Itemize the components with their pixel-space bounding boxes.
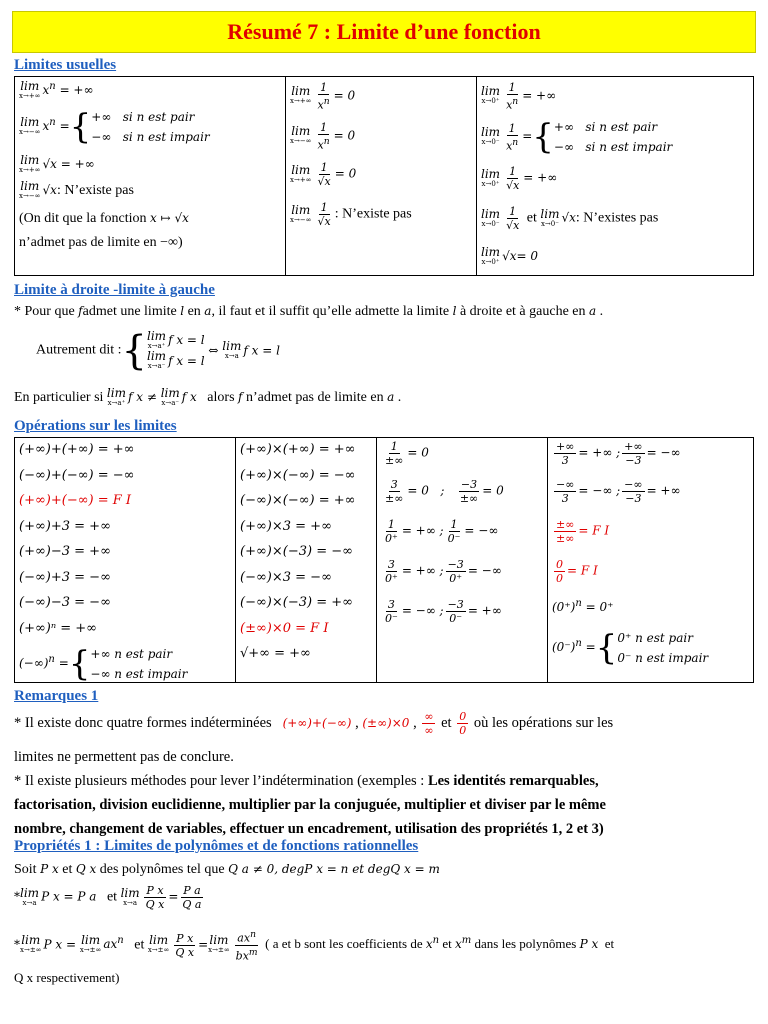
usual-note-1: (On dit que la fonction [19,211,147,226]
ops-col-3: $\frac{1}{\pm\infty}$ = 0 $\frac{3}{\pm\infty}$ = 0 ; $\frac{-3}{\pm\infty}$ = 0 $\frac{1}{0^+}$ = +∞ ; $\frac{1}{0^-}$ = −∞ $\frac{3}{0^+}$ = +∞ ; $\frac{-3}{0^+}$ = −∞ $\frac{3}{0^-}$ = −∞ ; $\frac{-3}{0^-}$ = +∞ [377,438,548,683]
ops-col-2 [236,438,377,683]
dg-particulier: En particulier si lim x→a⁺ f x ≠ lim x→a⁻ f x alors f n’admet pas de limite en a . [14,386,402,407]
usual-c2-r2: = 0 [333,128,356,143]
prop-soit: Soit P x et Q x des polynômes tel que Q a ≠ 0, degP x = n et degQ x = m [14,862,440,877]
prop-formula-1: *lim x→a P x = P a et lim x→a $\frac{\text{P x}}{\text{Q x}}$ = $\frac{\text{P a}}{\text{Q a}}$ [14,884,202,911]
section-limites-usuelles: Limites usuelles [14,57,117,73]
usual-c2-r1: = 0 [333,88,356,103]
remarques-paragraph-1b: limites ne permettent pas de conclure. [14,749,234,765]
usual-c3-r3: = +∞ [523,170,558,185]
prop-respectivement: Q x respectivement) [14,970,120,985]
operations-table [14,437,754,683]
usual-c3-r1: = +∞ [522,88,557,103]
remarques-paragraph-1: * Il existe donc quatre formes indéterminées (+∞)+(−∞) , (±∞)×0 , $\frac{\infty}{\infty}$ et $\frac{0}{0}$ où les opérations sur les [14,710,614,737]
usual-c3-not-exist: : N’existes pas [575,210,659,226]
section-remarques: Remarques 1 [14,688,99,704]
ops-c1-row-1: (−∞)+(−∞) = −∞ [19,467,135,483]
ops-col-1 [15,438,236,683]
ops-c2-row-0: (+∞)×(+∞) = +∞ [240,442,356,457]
ops-c2-row-1: (+∞)×(−∞) = −∞ [240,467,356,483]
ops-c1-row-3: (+∞)+3 = +∞ [19,518,111,534]
usual-not-exist-1: : N’existe pas [56,183,134,199]
section-proprietes: Propriétés 1 : Limites de polynômes et de fonctions rationnelles [14,838,419,854]
usual-note-2: n’admet pas de limite en −∞) [19,235,183,250]
usual-c3-et: et [526,210,537,226]
prop-formula-2: *lim x→±∞ P x = lim x→±∞ $ax^n$ et lim x→±∞ $\frac{\text{P x}}{\text{Q x}}$ =lim x→±∞ $\frac{ax^n}{bx^m}$ ( a et b sont les coefficients de $x^n$ et $x^m$ dans les polynômes P x et [14,929,615,963]
ops-c1-neg-power: (−∞)$^n$ ={ +∞ n est pair −∞ n est impair [19,644,188,684]
usual-col-3: lim x→0⁺ $\frac{1}{x^n}$ = +∞ lim x→0⁻ $\frac{1}{x^n}$ ={ +∞ si n est pair −∞ si n est impair lim x→0⁺ $\frac{1}{√x}$ = +∞ lim x→0⁻ $\frac{1}{√x}$ et lim x→0⁻ √x: N’existes pas lim x→0⁺ √x= 0 [477,77,754,276]
page-title: Résumé 7 : Limite d’une fonction [227,19,541,44]
title-banner [12,11,756,53]
usual-limits-table [14,76,754,276]
usual-c3-pair: si n est pair [585,120,658,134]
ops-c1-row-2: (+∞)+(−∞) = F I [19,493,132,508]
ops-c1-row-5: (−∞)+3 = −∞ [19,569,111,585]
section-droite-gauche: Limite à droite -limite à gauche [14,282,215,298]
ops-c1-row-7: (+∞)ⁿ = +∞ [19,620,98,636]
usual-c3-impair: si n est impair [585,140,673,154]
remarques-paragraph-2: * Il existe plusieurs méthodes pour lever l’indétermination (exemples : Les identités remarquables, [14,773,599,789]
ops-c4-impair: 0⁻ n est impair [617,651,709,665]
usual-c2-r3: = 0 [334,166,357,181]
ops-c1-row-4: (+∞)−3 = +∞ [19,544,111,559]
ops-c2-row-7: (±∞)×0 = F I [240,620,329,636]
dg-line-1: * Pour que fadmet une limite l en a, il faut et il suffit qu’elle admette la limite l à droite et à gauche en a . [14,304,604,319]
ops-c2-row-5: (−∞)×3 = −∞ [240,569,332,585]
ops-c1-row-0: (+∞)+(+∞) = +∞ [19,442,135,457]
ops-c2-row-8: √+∞ = +∞ [240,646,311,661]
ops-c4-pair: 0⁺ n est pair [617,631,693,645]
section-operations: Opérations sur les limites [14,418,177,434]
usual-col-2: lim x→+∞ $\frac{1}{x^n}$ = 0 lim x→−∞ $\frac{1}{x^n}$ = 0 lim x→+∞ $\frac{1}{√x}$ = 0 lim x→−∞ $\frac{1}{√x}$ : N’existe pas [286,77,477,276]
usual-c3-r5: = 0 [516,249,538,264]
ops-c2-row-3: (+∞)×3 = +∞ [240,518,332,534]
ops-c2-row-6: (−∞)×(−3) = +∞ [240,595,353,610]
remarques-paragraph-2b: factorisation, division euclidienne, multiplier par la conjuguée, multiplier et diviser par le même [14,797,606,813]
ops-col-4: $\frac{+\infty}{3}$ = +∞ ; $\frac{+\infty}{-3}$ = −∞ $\frac{-\infty}{3}$ = −∞ ; $\frac{-\infty}{-3}$ = +∞ $\frac{\pm\infty}{\pm\infty}$ = F I $\frac{0}{0}$ = F I $(0^+)^n = 0^+$ $(0^-)^n$ ={ 0⁺ n est pair 0⁻ n est impair [548,438,754,683]
ops-c2-row-2: (−∞)×(−∞) = +∞ [240,493,356,508]
usual-col-1: lim x→+∞ $x^n$ = +∞ lim x→−∞ $x^n$ ={ +∞ si n est pair −∞ si n est impair lim x→+∞ √x = +∞ lim x→−∞ √x: N’existe pas (On dit que la fonction x ↦ √x n’admet pas de limite en −∞) [15,77,286,276]
usual-c2-r4: : N’existe pas [334,206,412,222]
dg-autrement: Autrement dit :{ lim x→a⁺ f x = l lim x→a⁻ f x = l ⇔ lim x→a f x = l [36,327,280,374]
remarques-paragraph-2c: nombre, changement de variables, effectuer un encadrement, utilisation des propriétés 1, 2 et 3) [14,821,604,837]
ops-c1-row-6: (−∞)−3 = −∞ [19,595,111,610]
ops-c2-row-4: (+∞)×(−3) = −∞ [240,544,353,559]
